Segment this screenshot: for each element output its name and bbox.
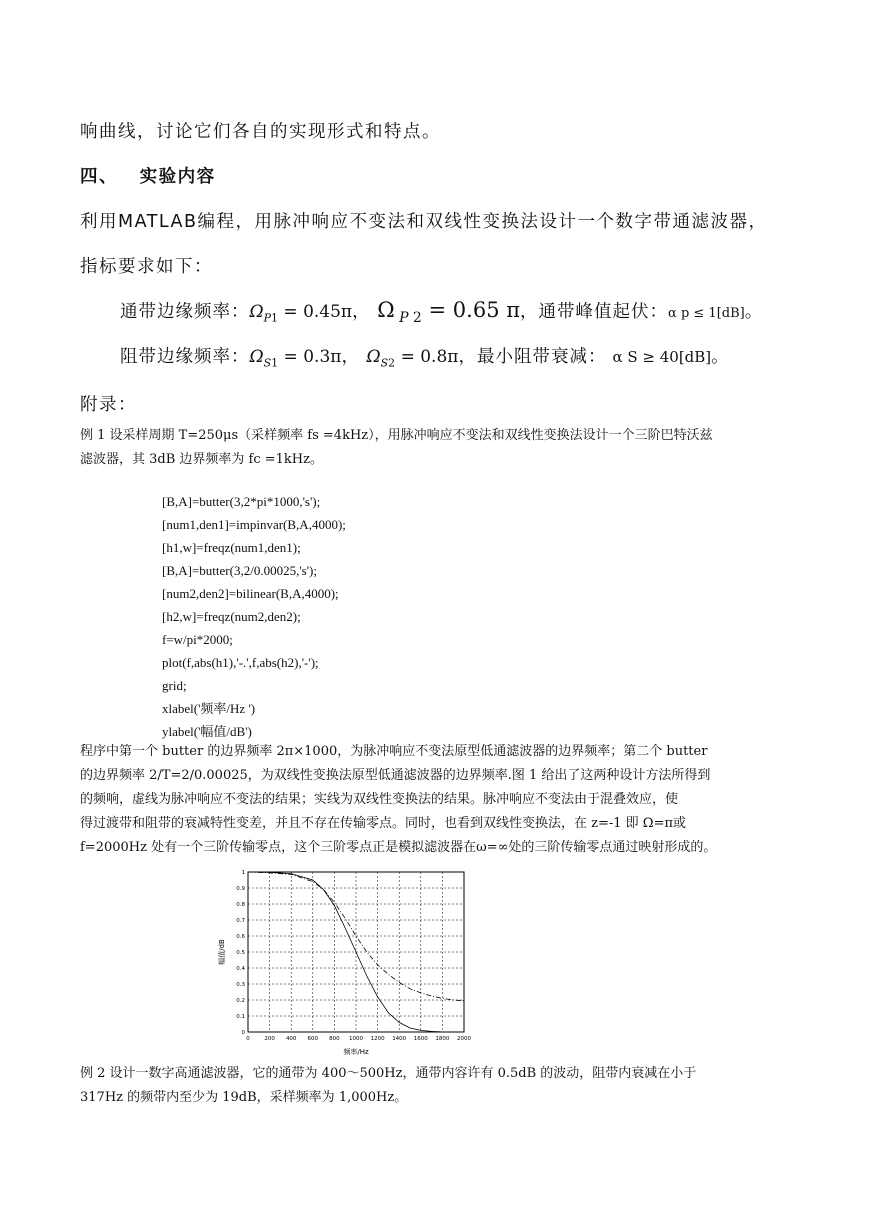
- example1-line2: 滤波器，其 3dB 边界频率为 fc =1kHz。: [80, 452, 323, 467]
- x-tick-label: 1400: [392, 1036, 407, 1042]
- x-tick-label: 1000: [349, 1036, 363, 1042]
- x-tick-label: 1600: [413, 1036, 428, 1042]
- y-tick-label: 0.8: [236, 902, 245, 908]
- example2-line1: 例 2 设计一数字高通滤波器，它的通带为 400～500Hz，通带内容许有 0.5dB 的波动，阻带内衰减在小于: [80, 1066, 697, 1081]
- intro-line-1: 利用MATLAB编程，用脉冲响应不变法和双线性变换法设计一个数字带通滤波器，: [80, 212, 768, 232]
- code-line: grid;: [162, 678, 187, 693]
- y-tick-labels: [236, 870, 245, 1036]
- code-line: [B,A]=butter(3,2*pi*1000,'s');: [162, 494, 321, 509]
- code-line: ylabel('幅值/dB'): [162, 724, 252, 739]
- paragraph-line: 的边界频率 2/T=2/0.00025，为双线性变换法原型低通滤波器的边界频率.图 1 给出了这两种设计方法所得到: [80, 768, 711, 783]
- paragraph-line: 程序中第一个 butter 的边界频率 2π×1000，为脉冲响应不变法原型低通滤波器的边界频率；第二个 butter: [80, 744, 708, 759]
- example2-line2: 317Hz 的频带内至少为 19dB，采样频率为 1,000Hz。: [80, 1090, 408, 1105]
- code-line: [h2,w]=freqz(num2,den2);: [162, 609, 301, 624]
- y-tick-label: 0.9: [236, 886, 245, 892]
- omega-s1-value: 0.3π: [303, 347, 342, 367]
- frequency-response-chart: [210, 864, 472, 1058]
- paragraph-line: 的频响，虚线为脉冲响应不变法的结果；实线为双线性变换法的结果。脉冲响应不变法由于混叠效应，使: [80, 792, 679, 807]
- code-block: [162, 490, 346, 743]
- y-tick-label: 0.2: [236, 998, 245, 1004]
- y-tick-label: 1: [241, 870, 245, 876]
- intro-line-2: 指标要求如下：: [80, 257, 213, 277]
- x-tick-label: 400: [285, 1036, 297, 1042]
- appendix-label: 附录：: [80, 395, 137, 415]
- y-tick-label: 0.4: [236, 966, 245, 972]
- continued-line: 响曲线，讨论它们各自的实现形式和特点。: [80, 122, 441, 142]
- y-tick-label: 0.1: [236, 1014, 245, 1020]
- omega-s2-value: 0.8π: [420, 347, 459, 367]
- atten-label: ，最小阻带衰减：: [458, 347, 607, 367]
- omega-p2-value: 0.65 π: [452, 298, 521, 322]
- x-tick-label: 0: [246, 1036, 250, 1042]
- example1-line1: 例 1 设采样周期 T=250μs（采样频率 fs =4kHz），用脉冲响应不变法和双线性变换法设计一个三阶巴特沃兹: [80, 428, 713, 443]
- x-tick-labels: [246, 1036, 471, 1042]
- paragraph-line: 得过渡带和阻带的衰减特性变差，并且不存在传输零点。同时，也看到双线性变换法，在 z=-1 即 Ω=π或: [80, 816, 687, 831]
- ripple-label: ，通带峰值起伏：: [520, 302, 669, 322]
- x-axis-label: 频率/Hz: [343, 1048, 369, 1056]
- y-tick-label: 0.3: [236, 982, 245, 988]
- code-line: xlabel('频率/Hz '): [162, 701, 256, 716]
- code-line: [num2,den2]=bilinear(B,A,4000);: [162, 586, 339, 601]
- code-line: [B,A]=butter(3,2/0.00025,'s');: [162, 563, 317, 578]
- code-line: f=w/pi*2000;: [162, 632, 233, 647]
- code-line: [h1,w]=freqz(num1,den1);: [162, 540, 301, 555]
- x-tick-label: 800: [329, 1036, 340, 1042]
- y-tick-label: 0: [241, 1030, 245, 1036]
- code-line: plot(f,abs(h1),'-.',f,abs(h2),'-');: [162, 655, 319, 670]
- paragraph-line: f=2000Hz 处有一个三阶传输零点，这个三阶零点正是模拟滤波器在ω=∞处的三阶传输零点通过映射形成的。: [80, 840, 717, 855]
- stopband-end: 。: [711, 347, 730, 367]
- x-tick-label: 200: [264, 1036, 275, 1042]
- passband-label: 通带边缘频率：: [120, 302, 250, 322]
- section-number: 四、: [80, 167, 118, 187]
- ripple-value: α p ≤ 1[dB]: [668, 306, 745, 321]
- x-tick-label: 1200: [370, 1036, 385, 1042]
- section-title: 实验内容: [139, 167, 216, 187]
- stopband-spec: 阻带边缘频率：$\Omega_{S1} = 0.3\pi$， $\Omega_{S2} = 0.8\pi$，最小阻带衰减： α S ≥ 40[dB]。: [120, 347, 730, 370]
- passband-spec: 通带边缘频率：$\Omega_{P1} = 0.45\pi$， Ω $_{P 2}$ = 0.65 π，通带峰值起伏：α p ≤ 1[dB]。: [120, 298, 764, 327]
- passband-end: 。: [744, 302, 764, 322]
- explanation-paragraph: [80, 740, 792, 860]
- code-line: [num1,den1]=impinvar(B,A,4000);: [162, 517, 346, 532]
- y-tick-label: 0.6: [236, 934, 245, 940]
- x-tick-label: 600: [307, 1036, 319, 1042]
- x-tick-label: 2000: [457, 1036, 471, 1042]
- y-tick-label: 0.7: [236, 918, 245, 924]
- omega-p1-value: 0.45π: [303, 302, 353, 322]
- atten-value: α S ≥ 40[dB]: [612, 348, 712, 366]
- section-heading: [80, 163, 216, 188]
- x-tick-label: 1800: [435, 1036, 450, 1042]
- stopband-label: 阻带边缘频率：: [120, 347, 250, 367]
- y-axis-label: 幅值/dB: [218, 939, 226, 965]
- y-tick-label: 0.5: [236, 950, 245, 956]
